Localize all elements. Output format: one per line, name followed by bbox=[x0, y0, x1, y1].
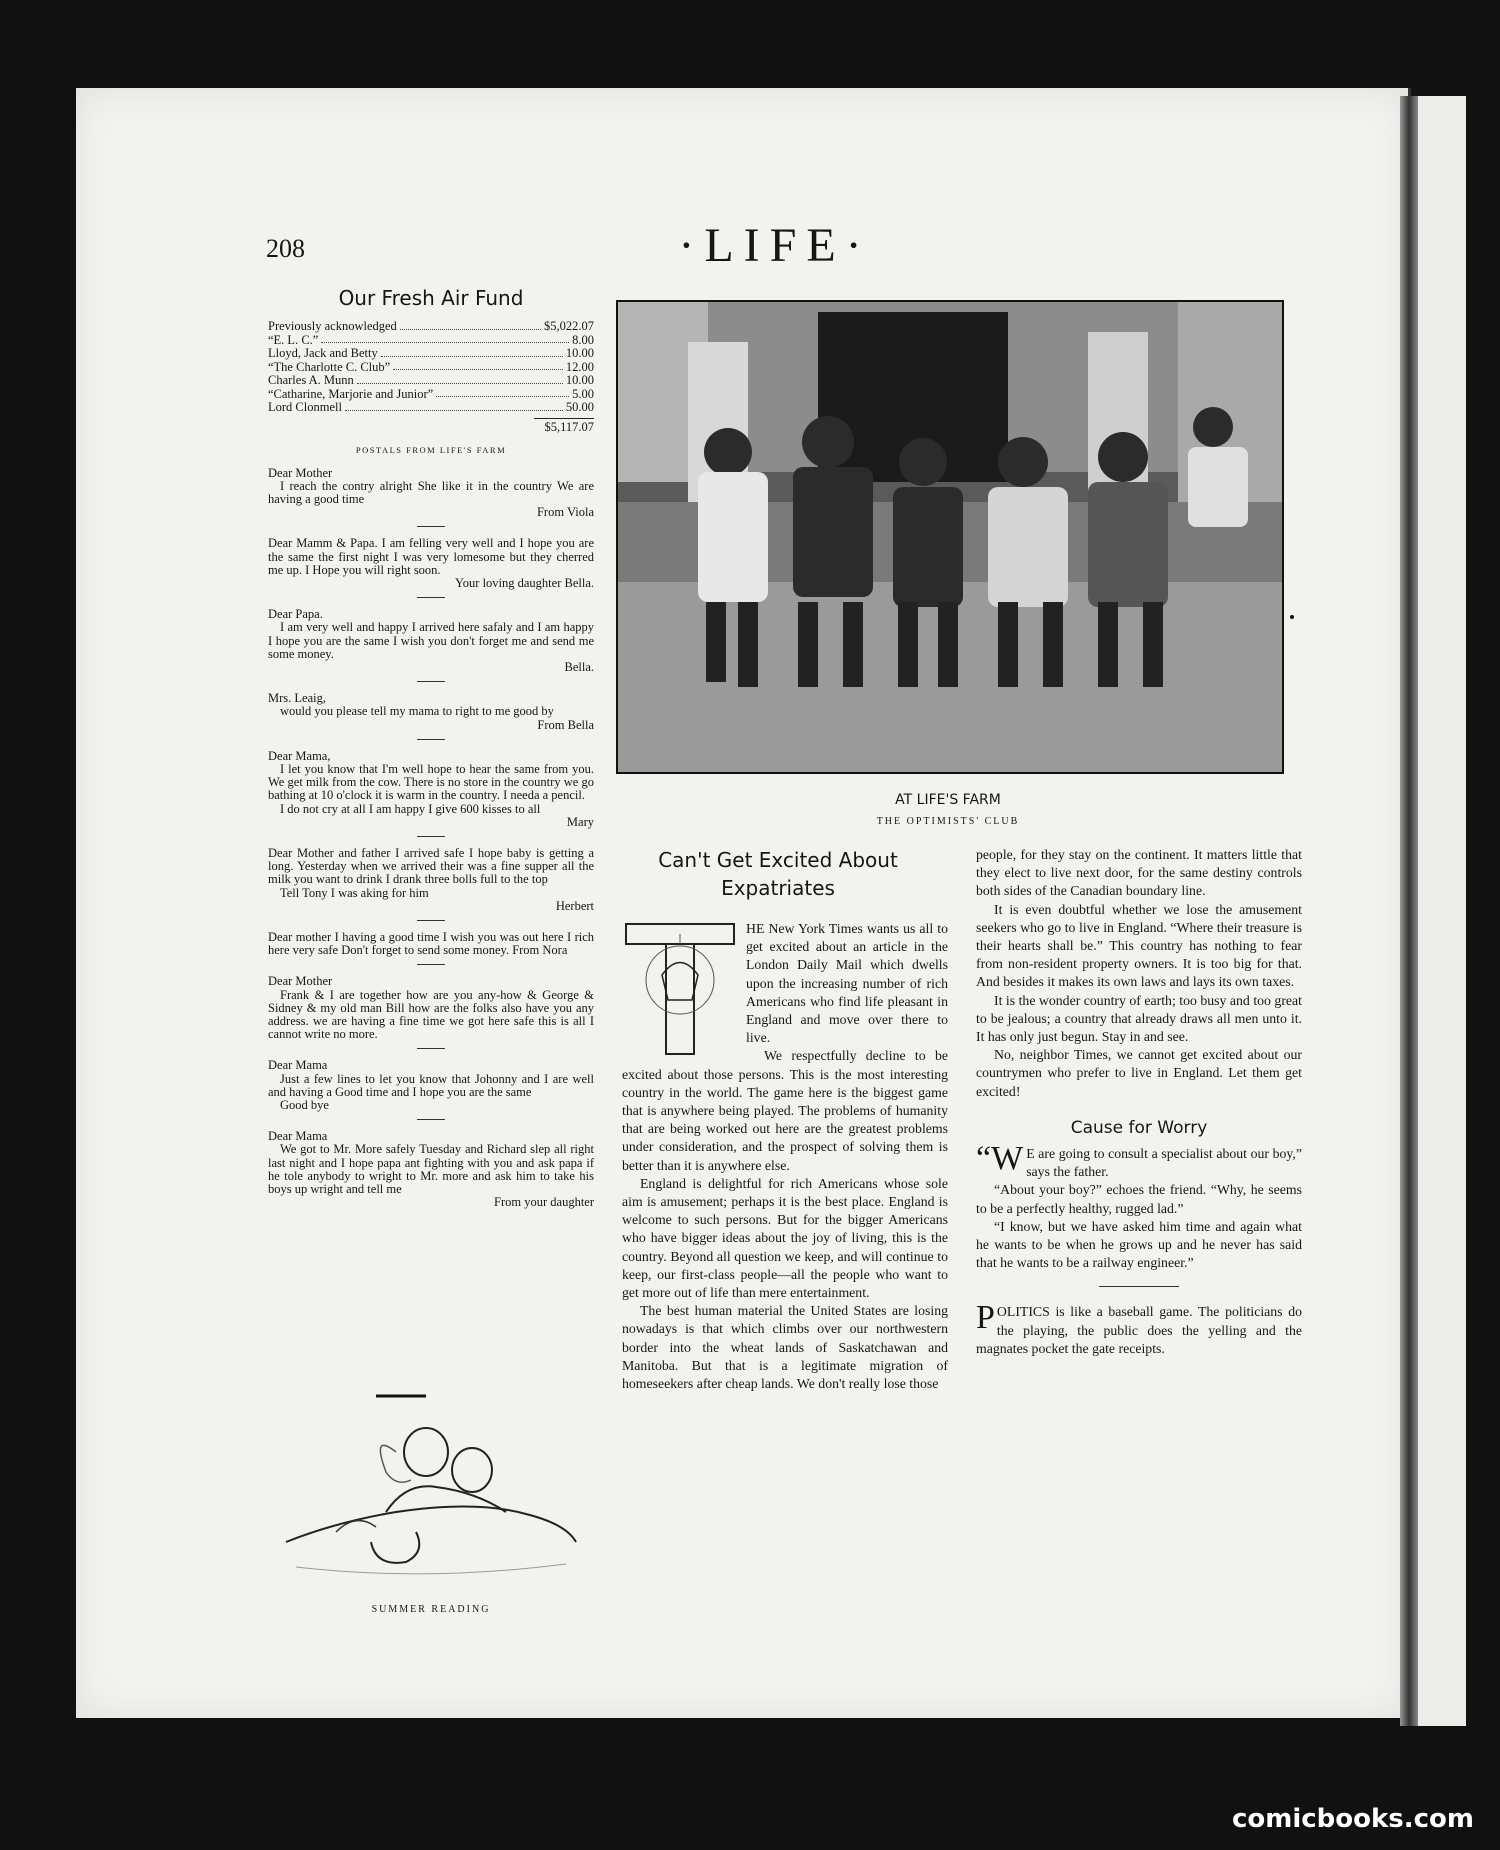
letters-list bbox=[268, 467, 594, 1210]
facing-page-edge bbox=[1418, 96, 1466, 1726]
leader-dots bbox=[393, 361, 563, 371]
letter-separator bbox=[417, 1048, 445, 1049]
leader-dots bbox=[357, 374, 563, 384]
letter-line: We got to Mr. More safely Tuesday and Richard slep all right last night and I hope papa ant fighting with you and ask papa if he tole anybody to wright to Mr. more and ask him to take his boys up wright and tell me bbox=[268, 1142, 594, 1197]
fund-entry bbox=[268, 334, 594, 348]
letter-line: Tell Tony I was aking for him bbox=[280, 885, 429, 900]
page-number: 208 bbox=[266, 234, 305, 263]
fund-entry-name: “E. L. C.” bbox=[268, 332, 319, 347]
article-continued-column bbox=[976, 846, 1302, 1358]
fund-entry-name: Previously acknowledged bbox=[268, 319, 397, 333]
letter-separator bbox=[417, 597, 445, 598]
letter-separator bbox=[417, 1119, 445, 1120]
leader-dots bbox=[381, 347, 563, 357]
postal-letter bbox=[268, 608, 594, 674]
letter-signature: From Viola bbox=[536, 505, 594, 520]
article-paragraph: It is even doubtful whether we lose the amusement seekers who go to live in England. “Where their treasure is their hearts shall be.” This country has nothing to fear from non-resident property owners. It is too big for that. And besides it makes its own laws and lays its own taxes. bbox=[976, 901, 1302, 990]
letter-signature: Bella. bbox=[564, 659, 594, 674]
article-paragraph: England is delightful for rich Americans whose sole aim is amusement; perhaps it is the best place. England is welcome to such persons. But for the bigger Americans who have bigger ideas about the joy of living, this is the country. Beyond all question we keep, and will continue to keep, our first-class people—all the people who want to get more out of life than mere entertainment. bbox=[622, 1175, 948, 1301]
fund-entry bbox=[268, 401, 594, 415]
leader-dots bbox=[400, 320, 541, 330]
fund-entry-name: “The Charlotte C. Club” bbox=[268, 359, 391, 374]
postal-letter bbox=[268, 1059, 594, 1112]
fund-total: $5,117.07 bbox=[544, 419, 594, 434]
worry-paragraph: “About your boy?” echoes the friend. “Why, he seems to be a perfectly healthy, rugged lad.” bbox=[976, 1182, 1302, 1216]
letter-separator bbox=[417, 526, 445, 527]
article-column bbox=[622, 920, 948, 1393]
politics-text: OLITICS is like a baseball game. The politicians do the playing, the public does the yelling and the magnates pocket the gate receipts. bbox=[976, 1304, 1302, 1356]
letter-line: Dear Mama bbox=[268, 1129, 328, 1144]
fund-entry-amount: 8.00 bbox=[572, 332, 594, 347]
letter-line: Dear Papa. bbox=[268, 607, 323, 622]
letter-separator bbox=[417, 920, 445, 921]
postals-heading: POSTALS FROM LIFE'S FARM bbox=[355, 444, 507, 455]
politics-initial: P bbox=[976, 1299, 995, 1337]
worry-initial: “W bbox=[976, 1140, 1024, 1178]
fund-entry-name: Lord Clonmell bbox=[268, 400, 342, 414]
letter-signature: Your loving daughter Bella. bbox=[455, 575, 594, 590]
letter-signature: Herbert bbox=[555, 898, 594, 913]
fund-entry-amount: 10.00 bbox=[565, 373, 594, 387]
fund-entry-amount: 50.00 bbox=[565, 400, 594, 414]
scan-speck bbox=[1470, 1634, 1474, 1638]
postal-letter bbox=[268, 847, 594, 913]
letter-line: Dear mother I having a good time I wish you was out here I rich here very safe Don't forget to send some money. From Nora bbox=[268, 929, 594, 958]
letter-signature: Mary bbox=[566, 814, 594, 829]
postal-letter bbox=[268, 467, 594, 520]
letter-separator bbox=[417, 836, 445, 837]
fund-ledger bbox=[268, 320, 594, 415]
worry-opening bbox=[976, 1140, 1302, 1181]
optimists-club-photo bbox=[616, 300, 1284, 774]
fund-entry bbox=[268, 361, 594, 375]
masthead-title: ·LIFE· bbox=[678, 219, 872, 272]
leader-dots bbox=[321, 334, 569, 344]
postal-letter bbox=[268, 750, 594, 829]
article-paragraph: No, neighbor Times, we cannot get excited about our countrymen who prefer to live in England. Let them get excited! bbox=[976, 1047, 1302, 1099]
letter-line: Dear Mama, bbox=[268, 748, 331, 763]
fund-entry-amount: 12.00 bbox=[565, 359, 594, 374]
letter-signature: From your daughter bbox=[494, 1195, 594, 1210]
leader-dots bbox=[436, 388, 569, 398]
article-paragraph: We respectfully decline to be excited about those persons. This is the most interesting country in the world. The game here is the biggest game that is anywhere being played. The problems of humanity that are being worked out here are the greatest problems under consideration, and the prospect of solving them is better than it is anywhere else. bbox=[622, 1048, 948, 1173]
politics-paragraph bbox=[976, 1299, 1302, 1358]
letter-line: Good bye bbox=[280, 1098, 329, 1113]
summer-reading-caption: SUMMER READING bbox=[371, 1604, 491, 1615]
postal-letter bbox=[268, 1130, 594, 1209]
fund-title: Our Fresh Air Fund bbox=[338, 286, 524, 310]
letter-separator bbox=[417, 739, 445, 740]
article-paragraph: people, for they stay on the continent. It matters little that they elect to live next door, for the same destiny controls both sides of the Canadian boundary line. bbox=[976, 847, 1302, 899]
fund-entry-name: Lloyd, Jack and Betty bbox=[268, 346, 378, 360]
fresh-air-fund-column bbox=[268, 286, 594, 1209]
letter-line: Dear Mama bbox=[268, 1058, 328, 1073]
letter-line: Mrs. Leaig, bbox=[268, 691, 326, 706]
letter-line: Dear Mother bbox=[268, 465, 333, 480]
drop-cap-t-illustration bbox=[622, 920, 738, 1062]
fund-entry-name: “Catharine, Marjorie and Junior” bbox=[268, 386, 434, 401]
postal-letter bbox=[268, 692, 594, 732]
letter-line: I reach the contry alright She like it in the country We are having a good time bbox=[268, 478, 594, 506]
section-rule bbox=[1099, 1286, 1179, 1287]
letter-line: would you please tell my mama to right to me good by bbox=[280, 704, 554, 719]
worry-paragraph: “I know, but we have asked him time and again what he wants to be when he grows up and he never has said that he wants to be a railway engineer.” bbox=[976, 1218, 1302, 1271]
fund-entry bbox=[268, 320, 594, 334]
letter-line: I am very well and happy I arrived here safaly and I am happy I hope you are the same I wish you don't forget me and send me some money. bbox=[268, 620, 594, 661]
article-paragraph: The best human material the United States are losing nowadays is that which climbs over our northwestern border into the wheat lands of Saskatchawan and Manitoba. But that is a legitimate migration of homeseekers after cheap lands. We don't really lose those bbox=[622, 1303, 948, 1392]
fund-entry bbox=[268, 388, 594, 402]
leader-dots bbox=[345, 401, 563, 411]
postal-letter bbox=[268, 931, 594, 957]
fund-entry-amount: $5,022.07 bbox=[544, 319, 594, 333]
summer-reading-illustration bbox=[276, 1392, 586, 1602]
fund-entry bbox=[268, 374, 594, 388]
fund-entry-amount: 5.00 bbox=[572, 386, 594, 401]
letter-line: I let you know that I'm well hope to hear the same from you. We get milk from the cow. There is no store in the country we go bathing at 10 o'clock it is warm in the country. I needa a pencil. bbox=[268, 761, 594, 803]
fund-entry-name: Charles A. Munn bbox=[268, 373, 354, 387]
postal-letter bbox=[268, 537, 594, 590]
photo-subcaption: THE OPTIMISTS' CLUB bbox=[876, 816, 1020, 827]
article-title: Can't Get Excited About Expatriates bbox=[658, 848, 898, 900]
letter-line: Just a few lines to let you know that Johonny and I are well and having a Good time and I hope you are the same bbox=[268, 1071, 594, 1099]
worry-title: Cause for Worry bbox=[1070, 1117, 1208, 1138]
article-paragraph: HE New York Times wants us all to get excited about an article in the London Daily Mail which dwells upon the increasing number of rich Americans who find life pleasant in England and move over there to live. bbox=[746, 921, 948, 1046]
fund-entry-amount: 10.00 bbox=[565, 346, 594, 360]
letter-line: I do not cry at all I am happy I give 600 kisses to all bbox=[280, 801, 541, 816]
letter-line: Dear Mother bbox=[268, 974, 333, 989]
postal-letter bbox=[268, 975, 594, 1041]
letter-signature: From Bella bbox=[537, 717, 594, 732]
site-watermark: comicbooks.com bbox=[1231, 1804, 1474, 1834]
article-paragraph: It is the wonder country of earth; too busy and too great to be jealous; a country that already draws all men unto it. It has only just begun. Stay in and see. bbox=[976, 992, 1302, 1045]
letter-line: Frank & I are together how are you any-how & George & Sidney & my old man Bill how are the folks also have you any address. we are having a fine time we got here safe this is all I cannot write no more. bbox=[268, 987, 594, 1042]
fund-entry bbox=[268, 347, 594, 361]
letter-line: Dear Mamm & Papa. I am felling very well and I hope you are the same the first night I was very lomesome but they cherred me up. I Hope you will right soon. bbox=[268, 536, 594, 577]
scan-speck bbox=[1290, 615, 1294, 619]
book-gutter bbox=[1400, 96, 1418, 1726]
letter-separator bbox=[417, 681, 445, 682]
worry-opening-text: E are going to consult a specialist about our boy,” says the father. bbox=[1026, 1146, 1302, 1180]
letter-line: Dear Mother and father I arrived safe I hope baby is getting a long. Yesterday when we arrived their was a fine supper all the milk you want to drink I drank three bolls full to the top bbox=[268, 845, 594, 887]
letter-separator bbox=[417, 964, 445, 965]
photo-caption: AT LIFE'S FARM bbox=[895, 792, 1001, 808]
